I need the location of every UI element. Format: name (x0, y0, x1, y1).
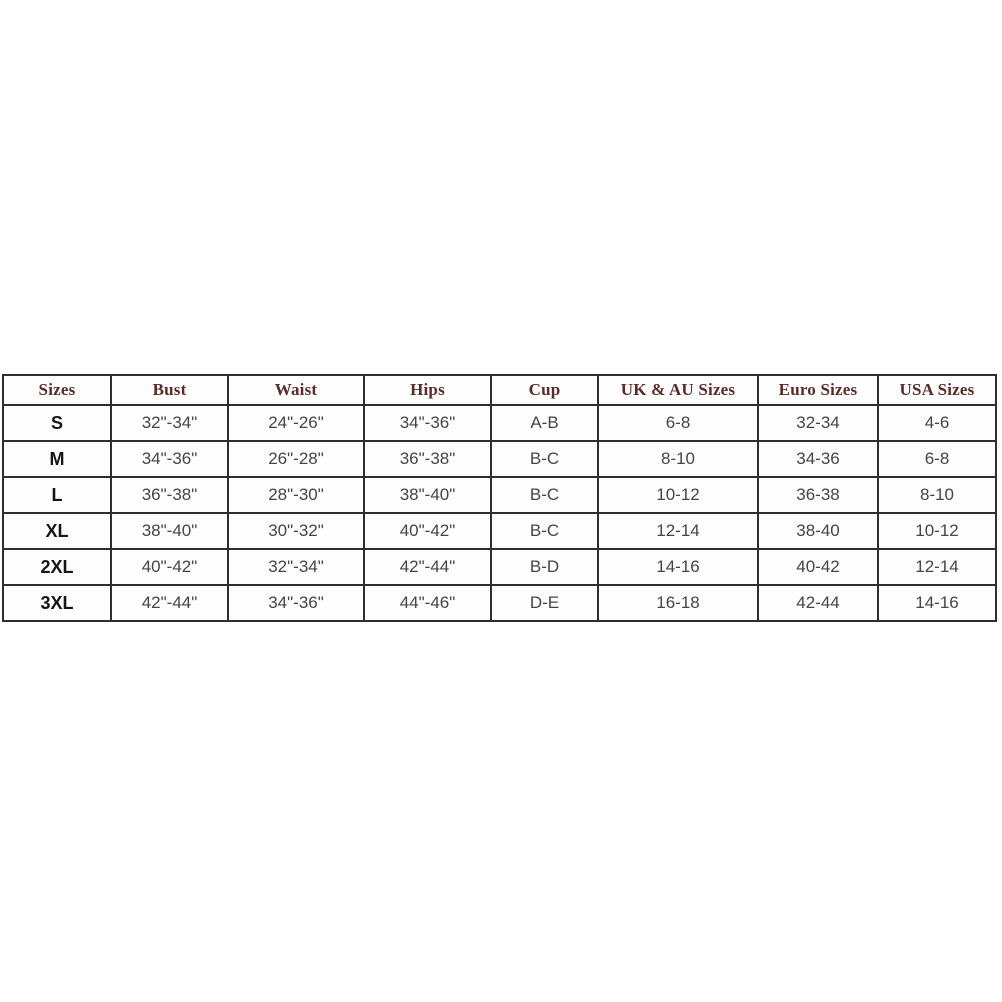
euro-value: 32-34 (758, 405, 878, 441)
bust-value: 32"-34" (111, 405, 228, 441)
euro-value: 38-40 (758, 513, 878, 549)
waist-value: 24"-26" (228, 405, 364, 441)
col-header-hips: Hips (364, 375, 491, 405)
header-row (3, 375, 996, 405)
bust-value: 38"-40" (111, 513, 228, 549)
bust-value: 40"-42" (111, 549, 228, 585)
waist-value: 26"-28" (228, 441, 364, 477)
usa-value: 12-14 (878, 549, 996, 585)
waist-value: 30"-32" (228, 513, 364, 549)
uk-au-value: 6-8 (598, 405, 758, 441)
cup-value: B-C (491, 477, 598, 513)
size-label: XL (3, 513, 111, 549)
cup-value: A-B (491, 405, 598, 441)
size-label: L (3, 477, 111, 513)
col-header-waist: Waist (228, 375, 364, 405)
cup-value: B-D (491, 549, 598, 585)
waist-value: 32"-34" (228, 549, 364, 585)
size-label: 2XL (3, 549, 111, 585)
waist-value: 28"-30" (228, 477, 364, 513)
bust-value: 36"-38" (111, 477, 228, 513)
cup-value: B-C (491, 441, 598, 477)
bust-value: 34"-36" (111, 441, 228, 477)
hips-value: 36"-38" (364, 441, 491, 477)
waist-value: 34"-36" (228, 585, 364, 621)
table-row-s (3, 405, 996, 441)
usa-value: 4-6 (878, 405, 996, 441)
col-header-cup: Cup (491, 375, 598, 405)
uk-au-value: 14-16 (598, 549, 758, 585)
cup-value: D-E (491, 585, 598, 621)
table-row-l (3, 477, 996, 513)
table-row-m (3, 441, 996, 477)
table-row-3xl (3, 585, 996, 621)
usa-value: 8-10 (878, 477, 996, 513)
col-header-usa: USA Sizes (878, 375, 996, 405)
uk-au-value: 10-12 (598, 477, 758, 513)
uk-au-value: 12-14 (598, 513, 758, 549)
table-row-2xl (3, 549, 996, 585)
hips-value: 42"-44" (364, 549, 491, 585)
col-header-euro: Euro Sizes (758, 375, 878, 405)
euro-value: 36-38 (758, 477, 878, 513)
hips-value: 34"-36" (364, 405, 491, 441)
table-row-xl (3, 513, 996, 549)
hips-value: 44"-46" (364, 585, 491, 621)
uk-au-value: 8-10 (598, 441, 758, 477)
hips-value: 38"-40" (364, 477, 491, 513)
euro-value: 42-44 (758, 585, 878, 621)
col-header-bust: Bust (111, 375, 228, 405)
cup-value: B-C (491, 513, 598, 549)
size-label: 3XL (3, 585, 111, 621)
col-header-sizes: Sizes (3, 375, 111, 405)
size-chart-table (2, 374, 997, 622)
uk-au-value: 16-18 (598, 585, 758, 621)
col-header-uk-au: UK & AU Sizes (598, 375, 758, 405)
usa-value: 10-12 (878, 513, 996, 549)
euro-value: 40-42 (758, 549, 878, 585)
size-label: M (3, 441, 111, 477)
usa-value: 6-8 (878, 441, 996, 477)
usa-value: 14-16 (878, 585, 996, 621)
euro-value: 34-36 (758, 441, 878, 477)
hips-value: 40"-42" (364, 513, 491, 549)
size-label: S (3, 405, 111, 441)
bust-value: 42"-44" (111, 585, 228, 621)
size-chart-container (2, 374, 995, 622)
